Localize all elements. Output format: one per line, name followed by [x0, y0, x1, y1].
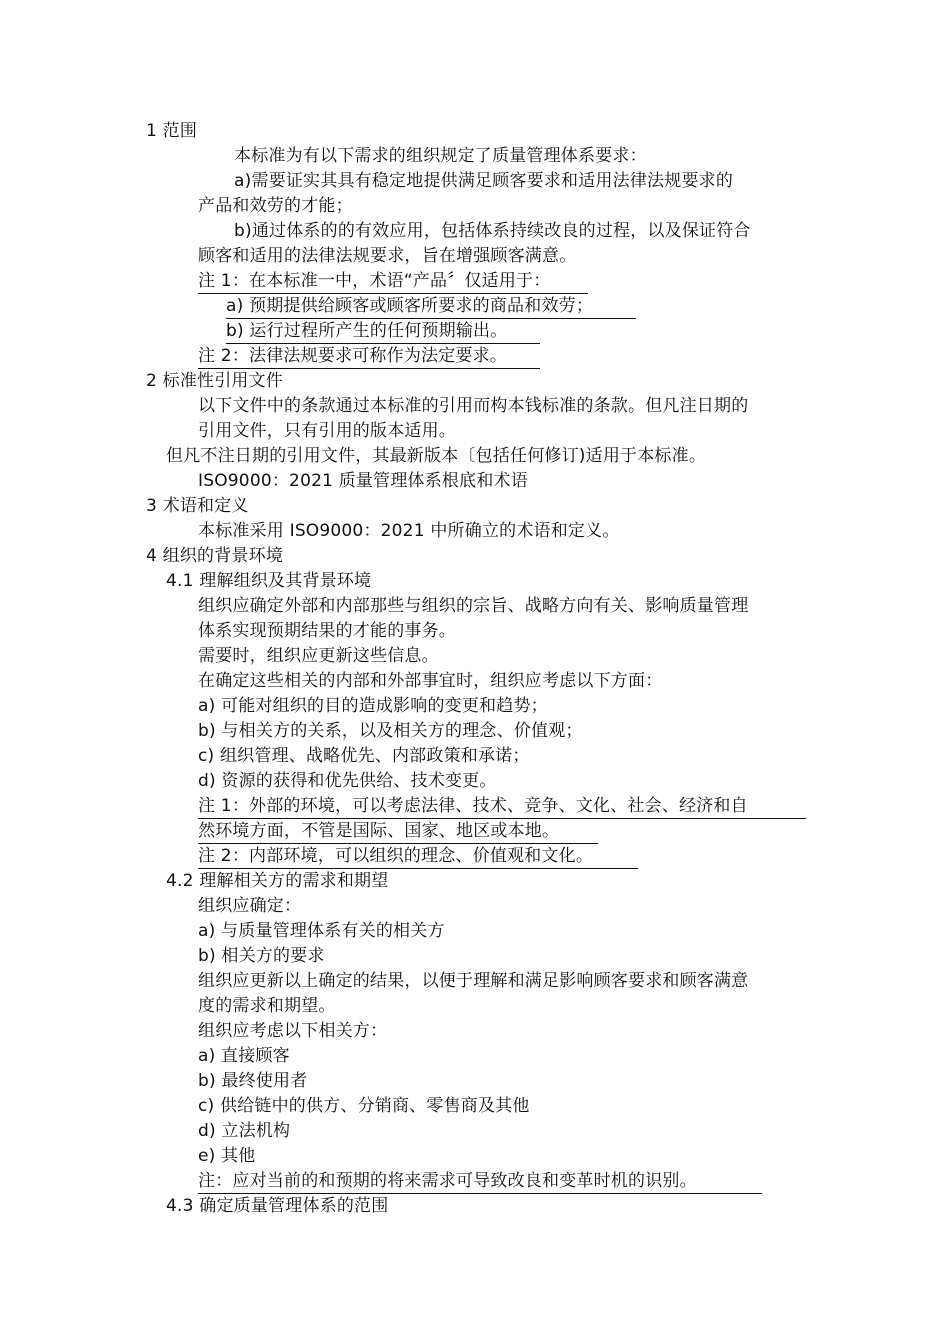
paragraph-line: 组织应确定： [198, 896, 302, 916]
list-item-b: b) 最终使用者 [198, 1071, 308, 1091]
list-item-b: b)通过体系的的有效应用，包括体系持续改良的过程，以及保证符合 [234, 221, 751, 241]
list-item-d: d) 资源的获得和优先供给、技术变更。 [198, 771, 497, 791]
section-4-heading: 4 组织的背景环境 [146, 546, 284, 566]
paragraph-line: 产品和效劳的才能； [198, 196, 353, 216]
reference-item: ISO9000：2021 质量管理体系根底和术语 [198, 471, 528, 491]
list-item-b: b) 与相关方的关系，以及相关方的理念、价值观； [198, 721, 583, 741]
paragraph-line: 顾客和适用的法律法规要求，旨在增强顾客满意。 [198, 246, 577, 266]
paragraph-line: 在确定这些相关的内部和外部事宜时，组织应考虑以下方面： [198, 671, 663, 691]
note-1-continued: 然环境方面，不管是国际、国家、地区或本地。 [198, 820, 598, 844]
list-item-c: c) 供给链中的供方、分销商、零售商及其他 [198, 1096, 530, 1116]
note-item-b: b) 运行过程所产生的任何预期输出。 [226, 320, 540, 344]
paragraph-line: 组织应更新以上确定的结果，以便于理解和满足影响顾客要求和顾客满意 [198, 971, 749, 991]
list-item-a: a) 直接顾客 [198, 1046, 290, 1066]
paragraph-line: 但凡不注日期的引用文件，其最新版本〔包括任何修订)适用于本标准。 [166, 446, 707, 466]
list-item-a: a)需要证实其具有稳定地提供满足顾客要求和适用法律法规要求的 [234, 171, 734, 191]
list-item-d: d) 立法机构 [198, 1121, 291, 1141]
paragraph-line: 本标准采用 ISO9000：2021 中所确立的术语和定义。 [198, 521, 620, 541]
section-1-heading: 1 范围 [146, 121, 198, 141]
paragraph-line: 引用文件，只有引用的版本适用。 [198, 421, 456, 441]
list-item-a: a) 与质量管理体系有关的相关方 [198, 921, 445, 941]
list-item-c: c) 组织管理、战略优先、内部政策和承诺； [198, 746, 530, 766]
section-3-heading: 3 术语和定义 [146, 496, 249, 516]
paragraph-line: 组织应确定外部和内部那些与组织的宗旨、战略方向有关、影响质量管理 [198, 596, 749, 616]
paragraph-line: 体系实现预期结果的才能的事务。 [198, 621, 456, 641]
subsection-4-3-heading: 4.3 确定质量管理体系的范围 [166, 1196, 389, 1216]
note-2: 注 2：法律法规要求可称作为法定要求。 [198, 345, 540, 369]
subsection-4-2-heading: 4.2 理解相关方的需求和期望 [166, 871, 389, 891]
paragraph-line: 以下文件中的条款通过本标准的引用而构本钱标准的条款。但凡注日期的 [198, 396, 749, 416]
list-item-e: e) 其他 [198, 1146, 256, 1166]
section-2-heading: 2 标准性引用文件 [146, 371, 284, 391]
paragraph-line: 组织应考虑以下相关方： [198, 1021, 388, 1041]
note: 注：应对当前的和预期的将来需求可导致改良和变革时机的识别。 [198, 1170, 762, 1194]
list-item-b: b) 相关方的要求 [198, 946, 325, 966]
paragraph-line: 本标准为有以下需求的组织规定了质量管理体系要求： [234, 146, 647, 166]
subsection-4-1-heading: 4.1 理解组织及其背景环境 [166, 571, 372, 591]
paragraph-line: 度的需求和期望。 [198, 996, 336, 1016]
list-item-a: a) 可能对组织的目的造成影响的变更和趋势； [198, 696, 548, 716]
paragraph-line: 需要时，组织应更新这些信息。 [198, 646, 439, 666]
note-item-a: a) 预期提供给顾客或顾客所要求的商品和效劳； [226, 295, 636, 319]
note-2: 注 2：内部环境，可以组织的理念、价值观和文化。 [198, 845, 638, 869]
note-1: 注 1：外部的环境，可以考虑法律、技术、竞争、文化、社会、经济和自 [198, 795, 806, 819]
note-1: 注 1：在本标准一中，术语“产品〞仅适用于： [198, 270, 588, 294]
